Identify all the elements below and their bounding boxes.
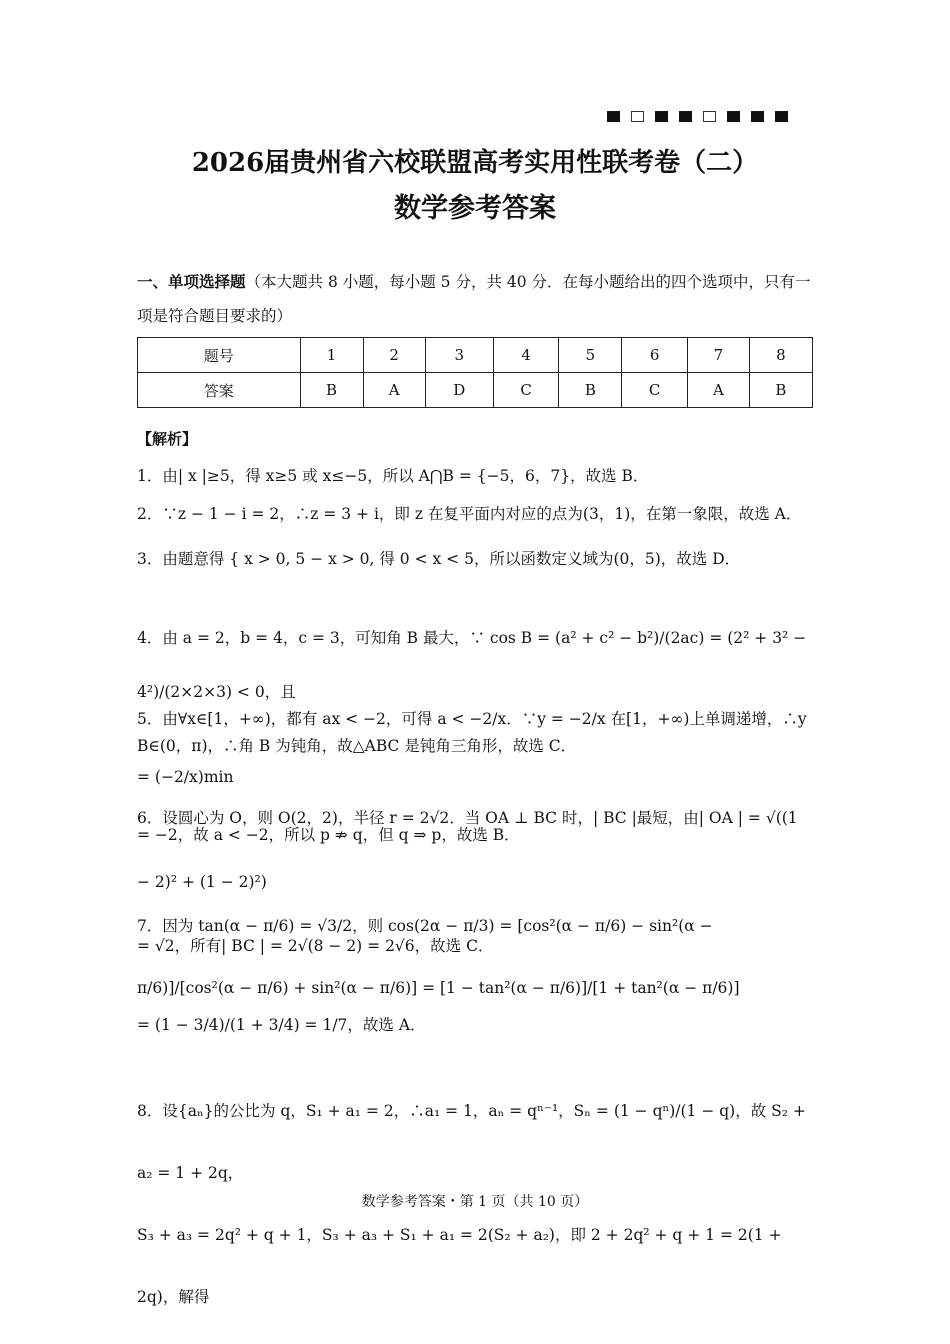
- solution-8-line-1: 8．设{aₙ}的公比为 q，S₁ + a₁ = 2，∴a₁ = 1，aₙ = qⁿ⁻¹，Sₙ = (1 − qⁿ)/(1 − q)，故 S₂ + a₂ = 1 + 2q，: [137, 1102, 806, 1182]
- solution-7-line-1: 7．因为 tan(α − π/6) = √3/2，则 cos(2α − π/3) = [cos²(α − π/6) − sin²(α − π/6)]/[cos²(α − π/6) + sin²(α − π/6)] = [1 − tan²(α − π/6)]/[1 + tan²(α − π/6)]: [137, 917, 740, 997]
- table-cell: 8: [749, 338, 812, 373]
- header-marks: [607, 106, 799, 120]
- solution-3: 3．由题意得 { x > 0, 5 − x > 0, 得 0 < x < 5，所以函数定义域为(0，5)，故选 D．: [137, 550, 741, 568]
- table-cell: 1: [300, 338, 363, 373]
- solution-6-line-2: = √2，所有| BC | = 2√(8 − 2) = 2√6，故选 C．: [137, 937, 494, 955]
- mark-empty-2: [703, 111, 716, 122]
- section-heading: 一、单项选择题: [137, 272, 246, 291]
- mark-filled-1: [607, 111, 620, 122]
- answer-table: [137, 337, 813, 408]
- table-cell: 7: [687, 338, 749, 373]
- page-subtitle: 数学参考答案: [394, 193, 556, 224]
- table-row: [138, 373, 813, 408]
- mark-filled-3: [679, 111, 692, 122]
- mark-filled-4: [727, 111, 740, 122]
- table-cell: 4: [493, 338, 558, 373]
- table-row-label: 题号: [138, 338, 301, 373]
- analysis-heading: 【解析】: [137, 430, 198, 448]
- table-cell: A: [687, 373, 749, 408]
- table-cell: 6: [622, 338, 687, 373]
- table-cell: B: [749, 373, 812, 408]
- table-cell: 2: [363, 338, 425, 373]
- solution-4-line-1: 4．由 a = 2，b = 4，c = 3，可知角 B 最大，∵ cos B = (a² + c² − b²)/(2ac) = (2² + 3² − 4²)/(2×2×3) < 0，且: [137, 629, 807, 701]
- table-row-label: 答案: [138, 373, 301, 408]
- page-title: 2026届贵州省六校联盟高考实用性联考卷（二）: [191, 148, 759, 178]
- table-cell: D: [425, 373, 493, 408]
- table-cell: C: [493, 373, 558, 408]
- solution-5-line-2: = −2，故 a < −2，所以 p ⇏ q，但 q ⇒ p，故选 B．: [137, 826, 520, 844]
- table-cell: 5: [559, 338, 622, 373]
- solution-2: 2．∵z − 1 − i = 2，∴z = 3 + i，即 z 在复平面内对应的点为(3，1)，在第一象限，故选 A．: [137, 505, 802, 523]
- solution-7-line-2: = (1 − 3/4)/(1 + 3/4) = 1/7，故选 A．: [137, 1016, 426, 1034]
- solution-1: 1．由| x |≥5，得 x≥5 或 x≤−5，所以 A⋂B = {−5，6，7}，故选 B．: [137, 467, 649, 485]
- page-footer: 数学参考答案・第 1 页（共 10 页）: [361, 1194, 589, 1210]
- table-cell: A: [363, 373, 425, 408]
- section-intro: [137, 265, 813, 333]
- solution-4-line-2: B∈(0，π)，∴角 B 为钝角，故△ABC 是钝角三角形，故选 C．: [137, 737, 577, 755]
- mark-filled-2: [655, 111, 668, 122]
- mark-filled-5: [751, 111, 764, 122]
- table-cell: 3: [425, 338, 493, 373]
- solution-8-line-2: S₃ + a₃ = 2q² + q + 1，S₃ + a₃ + S₁ + a₁ = 2(S₂ + a₂)，即 2 + 2q² + q + 1 = 2(1 + 2q)，解得: [137, 1226, 782, 1306]
- table-cell: C: [622, 373, 687, 408]
- table-cell: B: [559, 373, 622, 408]
- table-cell: B: [300, 373, 363, 408]
- section-description: （本大题共 8 小题，每小题 5 分，共 40 分．在每小题给出的四个选项中，只有一项是符合题目要求的）: [137, 273, 811, 325]
- solution-6-line-1: 6．设圆心为 O，则 O(2，2)，半径 r = 2√2．当 OA ⊥ BC 时，| BC |最短，由| OA | = √((1 − 2)² + (1 − 2)²): [137, 809, 798, 891]
- table-row: [138, 338, 813, 373]
- mark-filled-6: [775, 111, 788, 122]
- mark-empty-1: [631, 111, 644, 122]
- solution-5-line-1: 5．由∀x∈[1，+∞)，都有 ax < −2，可得 a < −2/x．∵y = −2/x 在[1，+∞)上单调递增，∴y = (−2/x)min: [137, 710, 807, 786]
